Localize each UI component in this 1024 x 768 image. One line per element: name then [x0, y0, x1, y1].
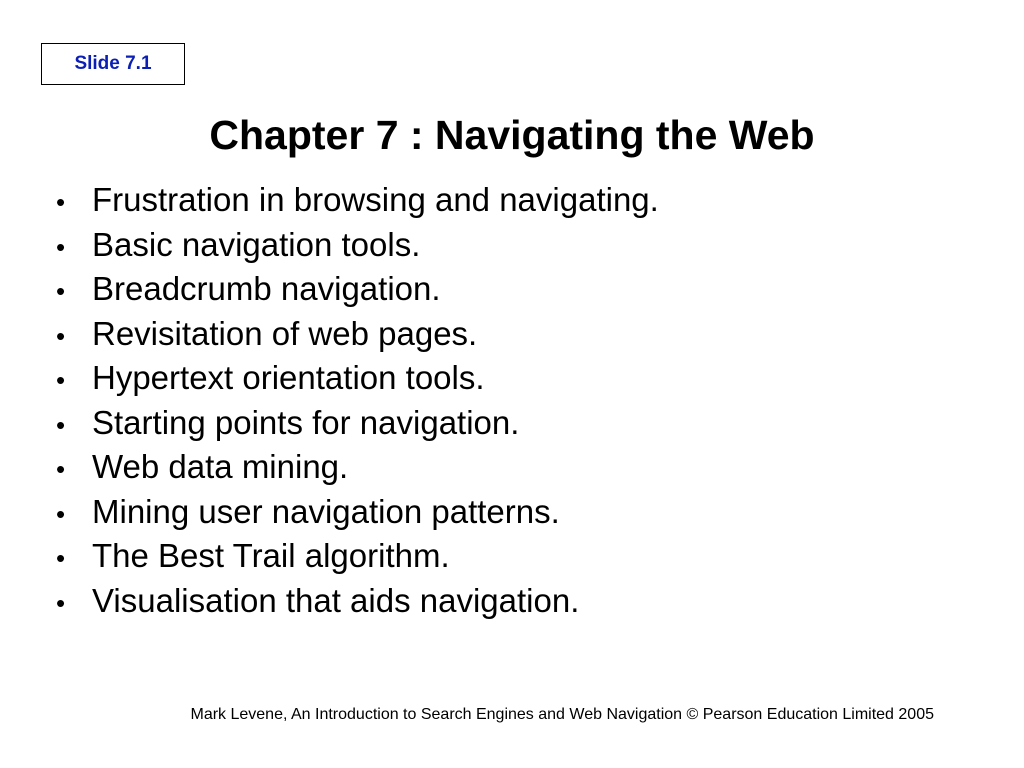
- list-item-text: Basic navigation tools.: [92, 225, 421, 263]
- list-item-text: Web data mining.: [92, 448, 349, 485]
- bullet-icon: •: [56, 187, 66, 217]
- bullet-icon: •: [56, 454, 66, 484]
- list-item: [56, 401, 659, 446]
- bullet-icon: •: [56, 276, 66, 306]
- list-item: [56, 356, 659, 401]
- list-item: [56, 312, 659, 357]
- slide-number-badge: [41, 43, 185, 85]
- bullet-icon: •: [56, 587, 66, 618]
- list-item: [56, 223, 659, 268]
- bullet-icon: •: [56, 543, 66, 573]
- list-item: [56, 579, 659, 624]
- list-item: [56, 490, 659, 535]
- bullet-icon: •: [56, 498, 66, 529]
- slide-title: Chapter 7 : Navigating the Web: [209, 112, 815, 158]
- list-item-text: Breadcrumb navigation.: [92, 270, 441, 307]
- list-item: [56, 178, 659, 223]
- bullet-list: [56, 178, 659, 623]
- list-item-text: Starting points for navigation.: [92, 403, 520, 441]
- list-item-text: The Best Trail algorithm.: [92, 537, 450, 574]
- list-item-text: Frustration in browsing and navigating.: [92, 181, 659, 218]
- list-item: [56, 534, 659, 579]
- bullet-icon: •: [56, 320, 66, 351]
- copyright-footer: Mark Levene, An Introduction to Search Engines and Web Navigation © Pearson Education Limited 2005: [190, 706, 934, 723]
- list-item: [56, 267, 659, 312]
- bullet-icon: •: [56, 409, 66, 440]
- list-item-text: Hypertext orientation tools.: [92, 359, 485, 396]
- list-item-text: Mining user navigation patterns.: [92, 492, 560, 530]
- list-item-text: Revisitation of web pages.: [92, 314, 478, 352]
- bullet-icon: •: [56, 365, 66, 395]
- bullet-icon: •: [56, 231, 66, 262]
- list-item-text: Visualisation that aids navigation.: [92, 581, 580, 619]
- slide-number-label: Slide 7.1: [74, 53, 152, 74]
- list-item: [56, 445, 659, 490]
